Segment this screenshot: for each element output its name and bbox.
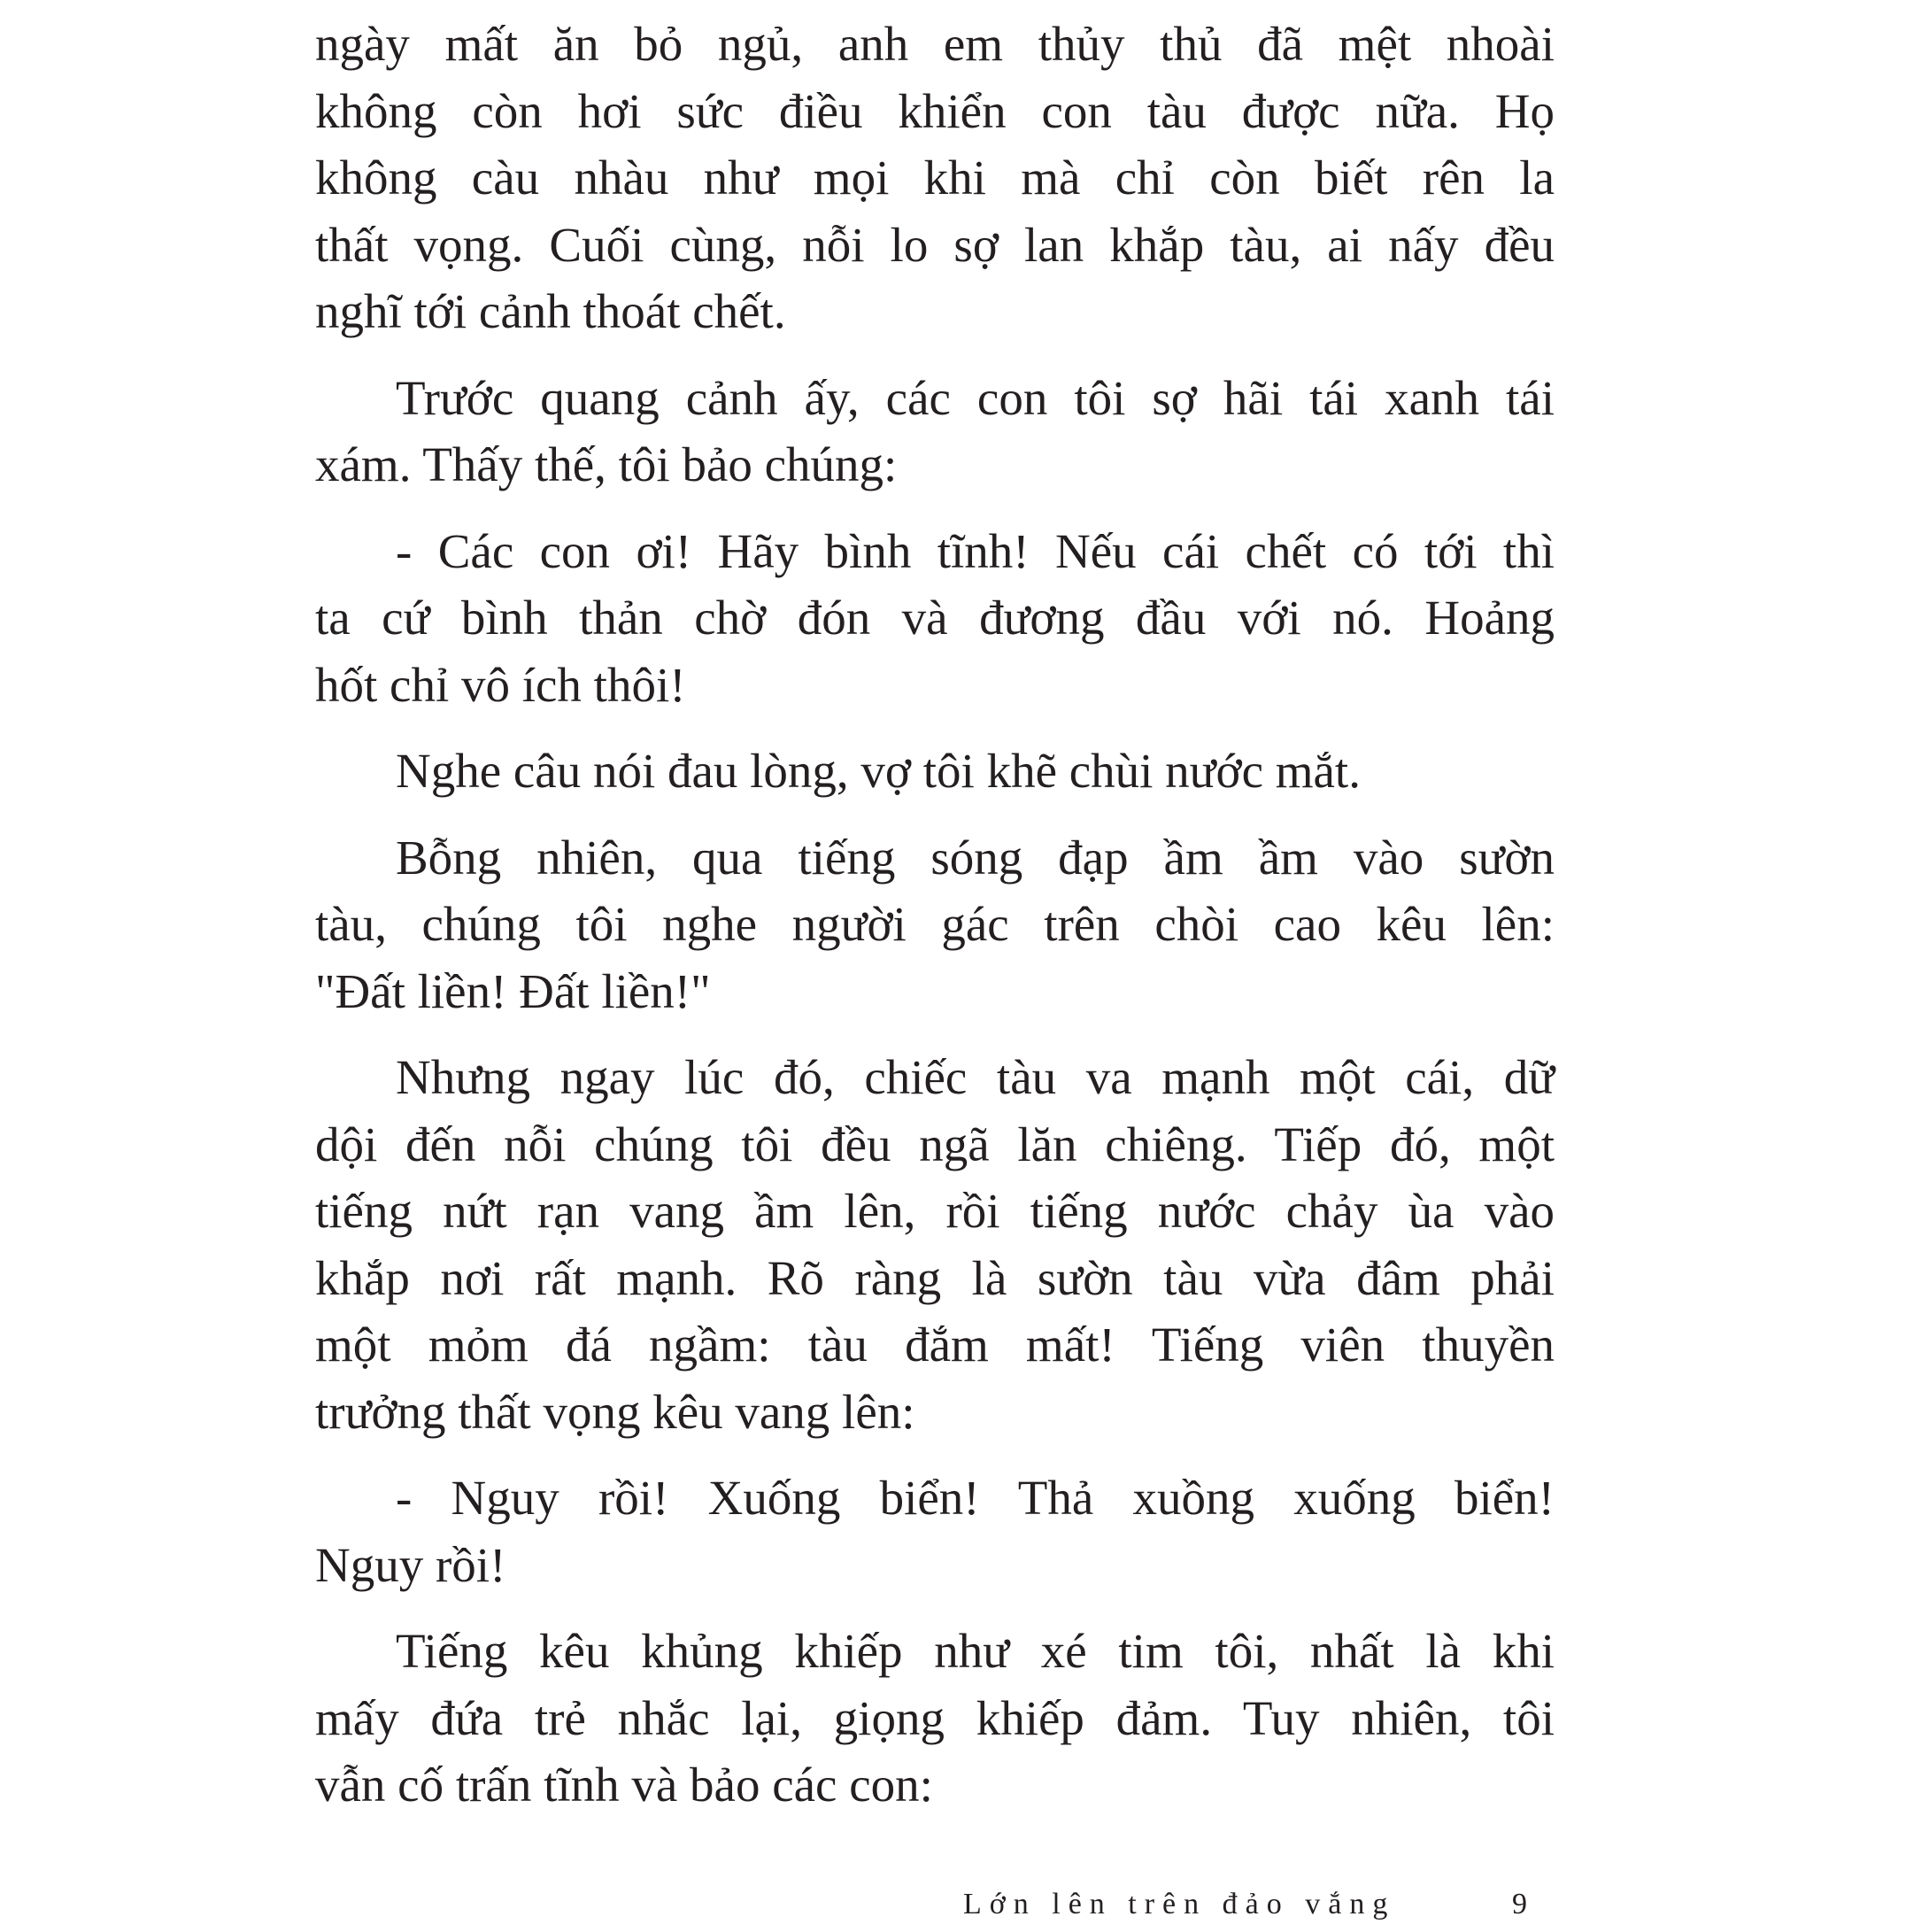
page-number: 9 <box>1512 1888 1527 1920</box>
paragraph <box>315 1618 1555 1819</box>
text-line: Bỗng nhiên, qua tiếng sóng đạp ầm ầm vào sườn <box>396 830 1555 885</box>
text-line: ta cứ bình thản chờ đón và đương đầu với nó. Hoảng <box>315 591 1555 645</box>
text-line: "Đất liền! Đất liền!" <box>315 963 711 1018</box>
text-line: nghĩ tới cảnh thoát chết. <box>315 284 786 338</box>
text-line: không càu nhàu như mọi khi mà chỉ còn biết rên la <box>315 151 1555 205</box>
text-line: tàu, chúng tôi nghe người gác trên chòi cao kêu lên: <box>315 897 1555 951</box>
paragraph <box>315 365 1555 498</box>
text-line: Nhưng ngay lúc đó, chiếc tàu va mạnh một cái, dữ <box>396 1050 1555 1104</box>
text-line: ngày mất ăn bỏ ngủ, anh em thủy thủ đã mệt nhoài <box>315 17 1555 71</box>
text-line: tiếng nứt rạn vang ầm lên, rồi tiếng nước chảy ùa vào <box>315 1184 1555 1238</box>
text-line: mấy đứa trẻ nhắc lại, giọng khiếp đảm. Tuy nhiên, tôi <box>315 1690 1555 1745</box>
text-line: - Nguy rồi! Xuống biển! Thả xuồng xuống biển! <box>396 1471 1555 1525</box>
text-line: Nghe câu nói đau lòng, vợ tôi khẽ chùi nước mắt. <box>396 744 1361 798</box>
text-line: một mỏm đá ngầm: tàu đắm mất! Tiếng viên thuyền <box>315 1318 1555 1372</box>
running-footer-book-title: Lớn lên trên đảo vắng <box>963 1888 1396 1920</box>
page-body-text <box>315 11 1555 1838</box>
page-footer <box>963 1888 1530 1932</box>
text-line: thất vọng. Cuối cùng, nỗi lo sợ lan khắp tàu, ai nấy đều <box>315 217 1555 272</box>
text-line: dội đến nỗi chúng tôi đều ngã lăn chiêng. Tiếp đó, một <box>315 1117 1555 1171</box>
paragraph <box>315 1464 1555 1598</box>
text-line: trưởng thất vọng kêu vang lên: <box>315 1384 915 1439</box>
text-line: vẫn cố trấn tĩnh và bảo các con: <box>315 1758 933 1812</box>
text-line: - Các con ơi! Hãy bình tĩnh! Nếu cái chết có tới thì <box>396 523 1555 578</box>
text-line: Tiếng kêu khủng khiếp như xé tim tôi, nhất là khi <box>396 1624 1555 1678</box>
paragraph <box>315 518 1555 719</box>
paragraph <box>315 1044 1555 1445</box>
paragraph <box>315 824 1555 1025</box>
text-line: không còn hơi sức điều khiển con tàu được nữa. Họ <box>315 83 1555 138</box>
text-line: khắp nơi rất mạnh. Rõ ràng là sườn tàu vừa đâm phải <box>315 1250 1555 1305</box>
text-line: Nguy rồi! <box>315 1537 506 1592</box>
text-line: xám. Thấy thế, tôi bảo chúng: <box>315 437 898 491</box>
paragraph <box>315 738 1555 805</box>
text-line: Trước quang cảnh ấy, các con tôi sợ hãi tái xanh tái <box>396 370 1555 425</box>
paragraph <box>315 11 1555 345</box>
text-line: hốt chỉ vô ích thôi! <box>315 657 686 712</box>
